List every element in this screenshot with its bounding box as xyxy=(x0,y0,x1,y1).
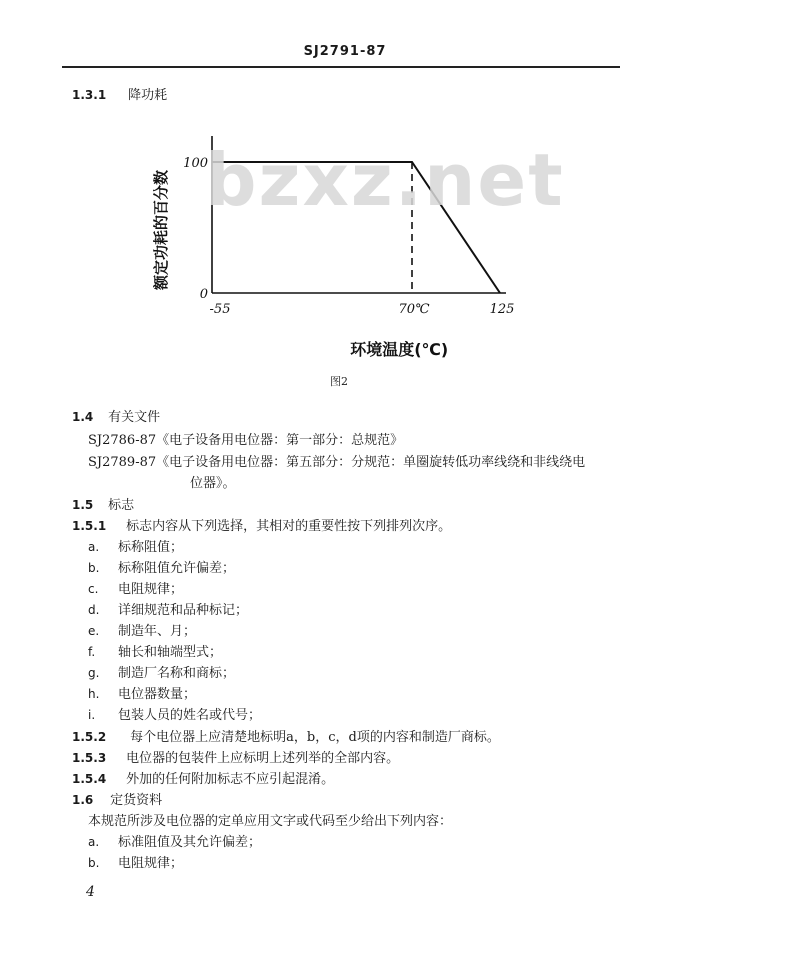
list-item xyxy=(88,578,261,599)
list-text: 标称阻值； xyxy=(118,540,184,555)
list-text: 详细规范和品种标记； xyxy=(118,603,249,618)
marking-list xyxy=(88,536,261,725)
reference-2: SJ2789-87《电子设备用电位器：第五部分：分规范：单圈旋转低功率线绕和非线绕电 xyxy=(88,455,586,470)
section-number: 1.5.3 xyxy=(72,751,107,765)
reference-2-continued: 位器》。 xyxy=(190,476,236,491)
list-letter: b. xyxy=(88,856,100,870)
document-code-header: SJ2791-87 xyxy=(303,44,387,59)
list-letter: h. xyxy=(88,687,100,701)
list-text: 制造厂名称和商标； xyxy=(118,666,236,681)
x-tick-label: 125 xyxy=(489,302,515,317)
list-item xyxy=(88,662,261,683)
section-1-5 xyxy=(72,494,134,513)
list-letter: f. xyxy=(88,645,96,659)
reference-1: SJ2786-87《电子设备用电位器：第一部分：总规范》 xyxy=(88,433,404,448)
header-rule xyxy=(62,66,620,68)
section-number: 1.6 xyxy=(72,793,94,807)
section-1-5-3 xyxy=(72,747,399,766)
section-title: 标志 xyxy=(108,498,135,513)
list-text: 标准阻值及其允许偏差； xyxy=(118,835,262,850)
section-text: 标志内容从下列选择，其相对的重要性按下列排列次序。 xyxy=(126,519,452,534)
y-axis-label: 额定功耗的百分数 xyxy=(152,169,170,291)
watermark: bzxz.net xyxy=(205,138,565,222)
section-number: 1.5.4 xyxy=(72,772,107,786)
list-text: 电阻规律； xyxy=(118,582,184,597)
list-text: 电位器数量； xyxy=(118,687,197,702)
list-letter: g. xyxy=(88,666,100,680)
page-number: 4 xyxy=(86,884,95,900)
section-1-6 xyxy=(72,789,162,808)
list-item xyxy=(88,599,261,620)
section-text: 外加的任何附加标志不应引起混淆。 xyxy=(126,772,335,787)
figure-caption: 图2 xyxy=(330,375,348,388)
order-list xyxy=(88,831,261,873)
section-1-4 xyxy=(72,406,160,425)
section-text: 电位器的包装件上应标明上述列举的全部内容。 xyxy=(126,751,400,766)
list-letter: i. xyxy=(88,708,96,722)
list-letter: c. xyxy=(88,582,99,596)
list-letter: a. xyxy=(88,540,100,554)
section-number: 1.5.2 xyxy=(72,730,107,744)
section-1-6-text: 本规范所涉及电位器的定单应用文字或代码至少给出下列内容： xyxy=(88,814,453,829)
list-letter: d. xyxy=(88,603,100,617)
list-text: 轴长和轴端型式； xyxy=(118,645,223,660)
list-letter: b. xyxy=(88,561,100,575)
list-item xyxy=(88,536,261,557)
section-1-5-2 xyxy=(72,726,500,745)
list-item xyxy=(88,557,261,578)
section-title: 定货资料 xyxy=(110,793,163,808)
list-item xyxy=(88,831,261,852)
list-text: 标称阻值允许偏差； xyxy=(118,561,236,576)
y-tick-label: 0 xyxy=(199,287,208,302)
section-number: 1.5.1 xyxy=(72,519,107,533)
list-letter: e. xyxy=(88,624,100,638)
section-title: 降功耗 xyxy=(128,88,168,103)
y-tick-label: 100 xyxy=(183,156,208,171)
section-1-3-1 xyxy=(72,84,167,103)
list-item xyxy=(88,620,261,641)
x-tick-label: -55 xyxy=(209,302,231,317)
section-number: 1.4 xyxy=(72,410,94,424)
list-item xyxy=(88,641,261,662)
x-axis-label: 环境温度(℃) xyxy=(350,340,449,359)
list-text: 制造年、月； xyxy=(118,624,197,639)
list-text: 电阻规律； xyxy=(118,856,184,871)
section-1-5-1 xyxy=(72,515,451,534)
list-item xyxy=(88,852,261,873)
section-text: 每个电位器上应清楚地标明a，b，c，d项的内容和制造厂商标。 xyxy=(130,730,500,745)
section-1-5-4 xyxy=(72,768,334,787)
list-item xyxy=(88,704,261,725)
list-text: 包装人员的姓名或代号； xyxy=(118,708,262,723)
x-tick-label: 70℃ xyxy=(398,302,430,317)
list-item xyxy=(88,683,261,704)
section-number: 1.3.1 xyxy=(72,88,107,102)
list-letter: a. xyxy=(88,835,100,849)
section-number: 1.5 xyxy=(72,498,94,512)
section-title: 有关文件 xyxy=(108,410,161,425)
